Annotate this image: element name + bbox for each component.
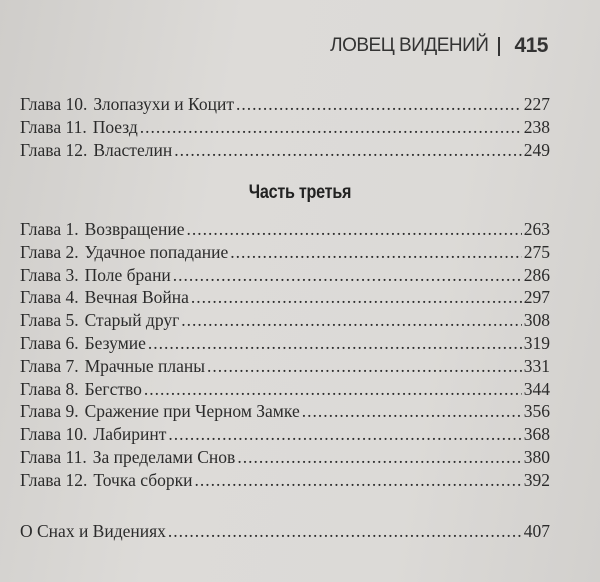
- chapter-page: 238: [523, 116, 550, 137]
- chapter-title: За пределами Снов: [92, 446, 236, 467]
- chapter-label: Глава 10.: [20, 94, 88, 114]
- toc-entry[interactable]: [20, 469, 550, 492]
- toc-entry[interactable]: [20, 264, 550, 287]
- leader-dots: [140, 116, 522, 139]
- chapter-title: Вечная Война: [84, 287, 189, 308]
- part-heading: Часть третья: [248, 182, 352, 203]
- chapter-label: Глава 11.: [20, 446, 87, 467]
- chapter-label: Глава 4.: [20, 287, 79, 308]
- chapter-page: 392: [523, 469, 550, 490]
- leader-dots: [194, 469, 521, 492]
- toc-entry[interactable]: [20, 378, 550, 401]
- chapter-page: 286: [523, 264, 550, 285]
- page-number: 415: [514, 34, 548, 57]
- leader-dots: [191, 286, 522, 309]
- toc-entry[interactable]: [20, 241, 550, 264]
- chapter-page: 319: [523, 332, 550, 353]
- chapter-title: Властелин: [93, 139, 173, 160]
- leader-dots: [168, 423, 521, 446]
- chapter-page: 380: [523, 446, 550, 467]
- entry-title: О Снах и Видениях: [20, 521, 166, 541]
- chapter-label: Глава 6.: [20, 332, 79, 353]
- chapter-label: Глава 12.: [20, 139, 88, 160]
- chapter-page: 263: [523, 219, 550, 239]
- chapter-title: Поезд: [92, 116, 138, 137]
- toc-entry[interactable]: [20, 116, 550, 139]
- chapter-label: Глава 9.: [20, 401, 79, 422]
- chapter-page: 331: [523, 355, 550, 376]
- chapter-title: Безумие: [84, 332, 146, 353]
- chapter-page: 227: [523, 94, 550, 114]
- toc-entry[interactable]: [20, 446, 550, 469]
- chapter-label: Глава 11.: [20, 116, 87, 137]
- chapter-label: Глава 12.: [20, 469, 88, 490]
- leader-dots: [230, 241, 522, 264]
- leader-dots: [236, 93, 522, 116]
- toc-part-three: [20, 218, 550, 492]
- leader-dots: [207, 355, 522, 378]
- leader-dots: [302, 400, 522, 423]
- leader-dots: [174, 139, 522, 162]
- chapter-page: 297: [523, 287, 550, 308]
- leader-dots: [237, 446, 521, 469]
- leader-dots: [168, 520, 522, 543]
- toc-appendix: [20, 520, 550, 543]
- book-title: ЛОВЕЦ ВИДЕНИЙ: [330, 35, 489, 56]
- entry-page: 407: [523, 521, 550, 541]
- header-divider: [498, 37, 500, 56]
- chapter-title: Бегство: [84, 378, 142, 399]
- toc-entry[interactable]: [20, 400, 550, 423]
- chapter-page: 344: [523, 378, 550, 399]
- chapter-page: 275: [523, 241, 550, 262]
- chapter-title: Возвращение: [84, 219, 185, 239]
- leader-dots: [148, 332, 522, 355]
- chapter-title: Лабиринт: [93, 424, 167, 445]
- chapter-page: 356: [523, 401, 550, 422]
- toc-entry[interactable]: [20, 423, 550, 446]
- running-header: [330, 34, 548, 58]
- chapter-title: Удачное попадание: [84, 241, 229, 262]
- toc-entry[interactable]: [20, 93, 550, 116]
- chapter-label: Глава 5.: [20, 310, 79, 331]
- chapter-title: Мрачные планы: [84, 355, 206, 376]
- chapter-label: Глава 1.: [20, 219, 79, 239]
- chapter-page: 308: [523, 310, 550, 331]
- chapter-title: Злопазухи и Коцит: [93, 94, 234, 114]
- toc-entry[interactable]: [20, 520, 550, 543]
- leader-dots: [181, 309, 521, 332]
- toc-entry[interactable]: [20, 286, 550, 309]
- leader-dots: [186, 218, 521, 241]
- leader-dots: [173, 264, 522, 287]
- toc-entry[interactable]: [20, 309, 550, 332]
- chapter-label: Глава 10.: [20, 424, 88, 445]
- toc-entry[interactable]: [20, 218, 550, 241]
- toc-entry[interactable]: [20, 139, 550, 162]
- toc-entry[interactable]: [20, 332, 550, 355]
- chapter-title: Точка сборки: [93, 469, 193, 490]
- chapter-label: Глава 2.: [20, 241, 79, 262]
- toc-part-two-end: [20, 93, 550, 161]
- chapter-title: Поле брани: [84, 264, 171, 285]
- chapter-page: 368: [523, 424, 550, 445]
- chapter-label: Глава 8.: [20, 378, 79, 399]
- chapter-title: Старый друг: [84, 310, 180, 331]
- leader-dots: [144, 378, 522, 401]
- toc-entry[interactable]: [20, 355, 550, 378]
- chapter-page: 249: [523, 139, 550, 160]
- chapter-label: Глава 3.: [20, 264, 79, 285]
- chapter-title: Сражение при Черном Замке: [84, 401, 300, 422]
- chapter-label: Глава 7.: [20, 355, 79, 376]
